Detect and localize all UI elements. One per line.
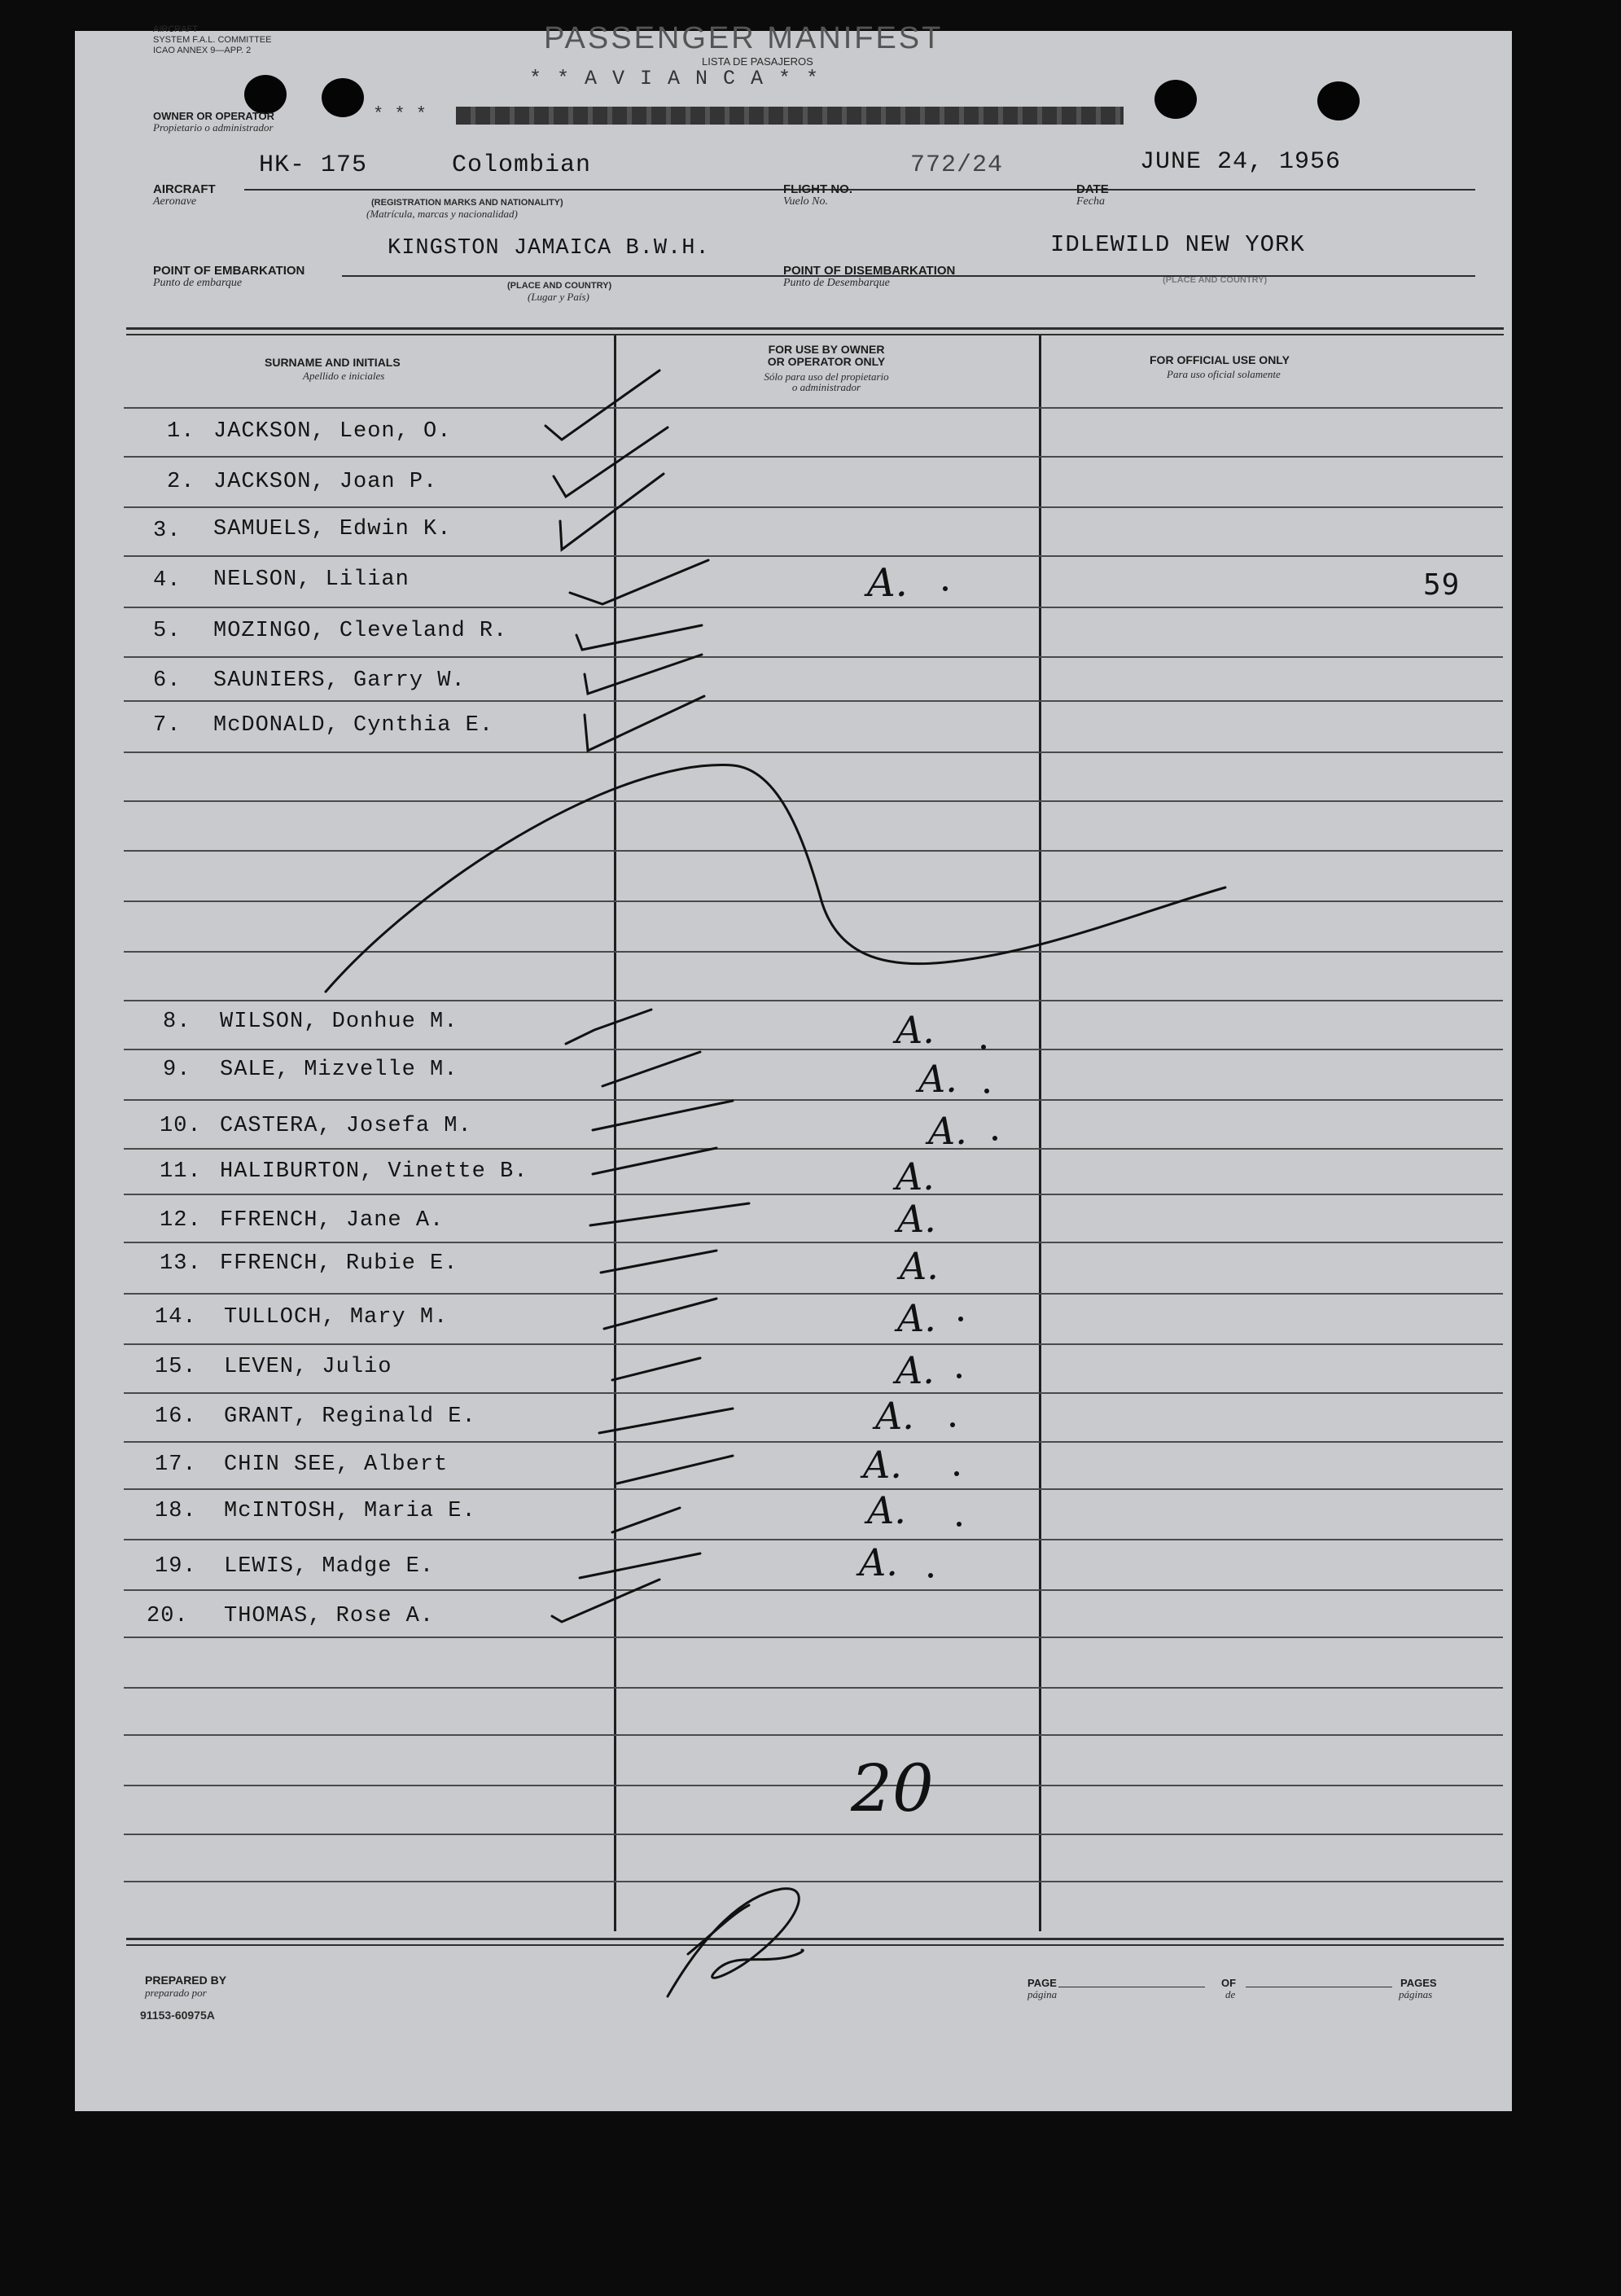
passenger-name: GRANT, Reginald E. xyxy=(224,1404,476,1429)
form-code: 91153-60975A xyxy=(140,2009,215,2022)
surname-column-header: SURNAME AND INITIALS xyxy=(265,356,401,369)
row-number: 17. xyxy=(155,1453,197,1477)
punch-hole xyxy=(244,75,287,114)
owner-mark: A. xyxy=(897,1197,936,1241)
form-ref-line: ICAO ANNEX 9—APP. 2 xyxy=(153,46,252,55)
point-of-embarkation: KINGSTON JAMAICA B.W.H. xyxy=(388,236,710,261)
table-top-rule xyxy=(126,327,1504,330)
passenger-name: CASTERA, Josefa M. xyxy=(220,1114,472,1138)
owner-mark: A. xyxy=(928,1109,967,1153)
form-ref-line: SYSTEM F.A.L. COMMITTEE xyxy=(153,35,272,45)
official-use-header: FOR OFFICIAL USE ONLY xyxy=(1150,353,1290,366)
passenger-name: CHIN SEE, Albert xyxy=(224,1453,449,1477)
row-rule xyxy=(124,1293,1503,1295)
row-number: 11. xyxy=(160,1159,202,1184)
passenger-name: WILSON, Donhue M. xyxy=(220,1010,458,1034)
prepared-by-label: PREPARED BY xyxy=(145,1974,227,1987)
disembarkation-label: POINT OF DISEMBARKATION xyxy=(783,264,956,278)
owner-label-es: Propietario o administrador xyxy=(153,121,274,134)
owner-mark: A. xyxy=(896,1008,935,1052)
row-rule xyxy=(124,1734,1503,1736)
row-number: 8. xyxy=(163,1010,191,1034)
row-rule xyxy=(124,1099,1503,1101)
column-divider xyxy=(1039,335,1041,1931)
owner-use-line: OR OPERATOR ONLY xyxy=(767,355,886,368)
row-number: 12. xyxy=(160,1208,202,1233)
place-caption-es: (Lugar y País) xyxy=(528,291,589,303)
owner-mark: A. xyxy=(863,1443,902,1487)
row-rule xyxy=(124,1488,1503,1490)
row-number: 1. xyxy=(167,419,195,444)
footer-rule xyxy=(126,1944,1504,1946)
manifest-title: PASSENGER MANIFEST xyxy=(544,21,944,55)
disembarkation-label-es: Punto de Desembarque xyxy=(783,277,890,289)
owner-use-line: FOR USE BY OWNER xyxy=(768,343,885,356)
row-number: 10. xyxy=(160,1114,202,1138)
manifest-subtitle: LISTA DE PASAJEROS xyxy=(702,55,813,68)
row-rule xyxy=(124,1589,1503,1591)
passenger-name: LEWIS, Madge E. xyxy=(224,1554,435,1579)
row-rule xyxy=(124,1000,1503,1001)
embarkation-label-es: Punto de embarque xyxy=(153,277,243,289)
owner-use-header xyxy=(729,344,924,368)
place-caption-right: (PLACE AND COUNTRY) xyxy=(1163,275,1268,285)
footer-rule xyxy=(126,1938,1504,1940)
row-rule xyxy=(124,1834,1503,1835)
row-rule xyxy=(124,900,1503,902)
row-rule xyxy=(124,1637,1503,1638)
row-rule xyxy=(124,850,1503,852)
row-rule xyxy=(124,407,1503,409)
passenger-name: SAUNIERS, Garry W. xyxy=(213,668,466,693)
row-rule xyxy=(124,800,1503,802)
owner-mark: A. xyxy=(900,1244,939,1288)
aircraft-label-es: Aeronave xyxy=(153,195,197,208)
row-number: 6. xyxy=(153,668,182,693)
pages-label-es: páginas xyxy=(1399,1988,1433,2000)
row-rule xyxy=(124,1343,1503,1345)
row-rule xyxy=(124,1194,1503,1195)
owner-asterisks: * * * xyxy=(373,104,427,125)
owner-mark: A. xyxy=(897,1296,936,1340)
aircraft-registration: HK- 175 xyxy=(259,151,368,179)
passenger-name: SALE, Mizvelle M. xyxy=(220,1058,458,1082)
owner-use-es-line: o administrador xyxy=(791,381,861,393)
row-rule xyxy=(124,1687,1503,1689)
passenger-name: THOMAS, Rose A. xyxy=(224,1604,435,1628)
aircraft-label: AIRCRAFT xyxy=(153,182,216,196)
passenger-name: FFRENCH, Jane A. xyxy=(220,1208,445,1233)
owner-use-header-es xyxy=(712,371,940,392)
row-rule xyxy=(124,607,1503,608)
table-top-rule xyxy=(126,334,1504,335)
of-label: OF xyxy=(1221,1977,1237,1989)
row-number: 16. xyxy=(155,1404,197,1429)
row-number: 7. xyxy=(153,713,182,738)
row-rule xyxy=(124,951,1503,953)
row-number: 3. xyxy=(153,519,182,543)
embarkation-label: POINT OF EMBARKATION xyxy=(153,264,305,278)
owner-mark: A. xyxy=(859,1540,898,1584)
row-rule xyxy=(124,656,1503,658)
owner-use-es-line: Sólo para uso del propietario xyxy=(764,370,889,383)
owner-mark: A. xyxy=(896,1348,935,1392)
row-number: 9. xyxy=(163,1058,191,1082)
passenger-name: MOZINGO, Cleveland R. xyxy=(213,619,508,643)
owner-mark: A. xyxy=(875,1394,914,1438)
passenger-name: McINTOSH, Maria E. xyxy=(224,1499,476,1523)
date-label-es: Fecha xyxy=(1076,195,1105,208)
passenger-name: NELSON, Lilian xyxy=(213,567,410,592)
page-label: PAGE xyxy=(1027,1977,1057,1989)
aircraft-nationality: Colombian xyxy=(452,151,592,179)
owner-mark: A. xyxy=(867,1488,906,1532)
row-rule xyxy=(124,1441,1503,1443)
owner-mark: A. xyxy=(896,1155,935,1198)
official-use-header-es: Para uso oficial solamente xyxy=(1167,368,1281,380)
flight-label: FLIGHT NO. xyxy=(783,182,852,196)
form-reference xyxy=(153,24,271,56)
row-rule xyxy=(124,1785,1503,1786)
passenger-name: LEVEN, Julio xyxy=(224,1355,392,1379)
row-rule xyxy=(124,1539,1503,1540)
owner-mark: A. xyxy=(867,560,908,606)
row-rule xyxy=(124,555,1503,557)
passenger-name: HALIBURTON, Vinette B. xyxy=(220,1159,528,1184)
row-number: 13. xyxy=(160,1251,202,1276)
form-ref-line: AIRCRAFT xyxy=(153,24,198,34)
row-number: 18. xyxy=(155,1499,197,1523)
row-rule xyxy=(124,1392,1503,1394)
passenger-name: TULLOCH, Mary M. xyxy=(224,1305,449,1330)
of-label-es: de xyxy=(1225,1988,1236,2000)
rule xyxy=(244,189,1475,191)
passenger-name: McDONALD, Cynthia E. xyxy=(213,713,494,738)
owner-label: OWNER OR OPERATOR xyxy=(153,110,275,122)
struck-out-line xyxy=(456,107,1124,125)
registration-caption-es: (Matrícula, marcas y nacionalidad) xyxy=(366,208,518,220)
row-rule xyxy=(124,456,1503,458)
row-number: 20. xyxy=(147,1604,189,1628)
flight-label-es: Vuelo No. xyxy=(783,195,828,208)
date-label: DATE xyxy=(1076,182,1109,196)
flight-date: JUNE 24, 1956 xyxy=(1140,148,1342,176)
flight-number: 772/24 xyxy=(910,151,1004,179)
row-number: 4. xyxy=(153,568,182,593)
owner-mark: A. xyxy=(918,1057,957,1101)
row-rule xyxy=(124,1148,1503,1150)
punch-hole xyxy=(1154,80,1197,119)
passenger-name: JACKSON, Leon, O. xyxy=(213,419,452,444)
punch-hole xyxy=(1317,81,1360,120)
row-number: 15. xyxy=(155,1355,197,1379)
prepared-by-label-es: preparado por xyxy=(145,1987,207,1999)
passenger-name: JACKSON, Joan P. xyxy=(213,470,438,494)
passenger-name: SAMUELS, Edwin K. xyxy=(213,517,452,541)
row-rule xyxy=(124,700,1503,702)
official-number: 59 xyxy=(1423,568,1461,602)
row-rule xyxy=(124,1242,1503,1243)
row-number: 2. xyxy=(167,470,195,494)
row-number: 14. xyxy=(155,1305,197,1330)
row-rule xyxy=(124,751,1503,753)
column-divider xyxy=(614,335,616,1931)
page-label-es: página xyxy=(1027,1988,1058,2000)
passenger-name: FFRENCH, Rubie E. xyxy=(220,1251,458,1276)
airline-name: * * A V I A N C A * * xyxy=(529,67,821,90)
point-of-disembarkation: IDLEWILD NEW YORK xyxy=(1050,231,1305,258)
registration-caption: (REGISTRATION MARKS AND NATIONALITY) xyxy=(371,198,563,208)
row-number: 19. xyxy=(155,1554,197,1579)
punch-hole xyxy=(322,78,364,117)
place-caption: (PLACE AND COUNTRY) xyxy=(507,281,612,291)
row-rule xyxy=(124,1049,1503,1050)
row-rule xyxy=(124,1881,1503,1882)
pages-label: PAGES xyxy=(1400,1977,1437,1989)
row-number: 5. xyxy=(153,619,182,643)
handwritten-total: 20 xyxy=(851,1750,934,1826)
surname-column-header-es: Apellido e iniciales xyxy=(303,370,385,382)
row-rule xyxy=(124,506,1503,508)
